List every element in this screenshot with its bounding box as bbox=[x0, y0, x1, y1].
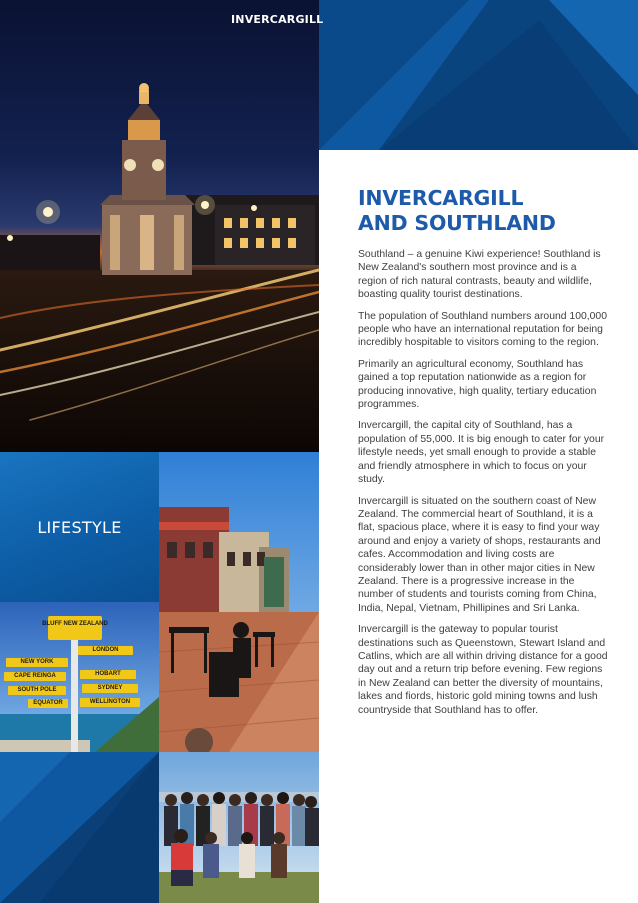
signpost-photo bbox=[0, 602, 159, 752]
article-paragraph-3: Primarily an agricultural economy, Southland has gained a top reputation nationwide as a region for producing innovative, high quality, tertiary education programmes. bbox=[358, 358, 597, 411]
lifestyle-label: LIFESTYLE bbox=[37, 518, 122, 537]
signpost-arrow: LONDON bbox=[78, 646, 133, 655]
hero-clock-tower-photo bbox=[0, 0, 319, 452]
brand-wordmark bbox=[231, 13, 638, 26]
article-title-line2: AND SOUTHLAND bbox=[358, 211, 556, 235]
street-cafe-photo bbox=[159, 452, 319, 752]
signpost-arrow: SOUTH POLE bbox=[8, 686, 66, 695]
group-photo bbox=[159, 752, 319, 903]
signpost-arrow: EQUATOR bbox=[28, 699, 68, 708]
article-paragraph-2: The population of Southland numbers around 100,000 people who have an international reputation for being incredibly hospitable to visitors coming to the region. bbox=[358, 310, 607, 349]
article-paragraph-5: Invercargill is situated on the southern coast of New Zealand. The commercial heart of Southland, it is a flat, spacious place, where it is easy to find your way around and enjoy a variety of shops, restaurants and cafes. Accommodation and living costs are considerably lower than in other major cities in New Zealand. There is a progressive increase in the number of students and tourists coming from China, India, Nepal, Vietnam, Phillipines and Sri Lanka. bbox=[358, 495, 601, 614]
brand-wordmark-text: INVERCARGILL bbox=[231, 13, 324, 26]
article-title bbox=[358, 186, 608, 236]
signpost-arrow: SYDNEY bbox=[82, 684, 138, 693]
signpost-arrows bbox=[0, 602, 159, 752]
signpost-arrow: NEW YORK bbox=[6, 658, 68, 667]
article-paragraph-1: Southland – a genuine Kiwi experience! Southland is New Zealand's southern most province and is a region of rich natural contrasts, beauty and wildlife, boasting quality tourist destinations. bbox=[358, 249, 601, 301]
article-title-line1: INVERCARGILL bbox=[358, 186, 524, 210]
signpost-arrow: HOBART bbox=[80, 670, 136, 679]
article-paragraph-6: Invercargill is the gateway to popular tourist destinations such as Queenstown, Stewart Island and Catlins, which are all within driving distance for a good day out and a return trip before evening. Few regions in New Zealand can better the diversity of mountains, lakes and fiords, historic gold mining towns and lush countryside that Southland has to offer. bbox=[358, 624, 608, 716]
signpost-arrow: WELLINGTON bbox=[80, 698, 140, 707]
signpost-arrow: CAPE REINGA bbox=[4, 672, 66, 681]
article bbox=[358, 186, 608, 725]
signpost-top-sign: BLUFF NEW ZEALAND bbox=[42, 621, 108, 627]
bottom-left-blue-tile bbox=[0, 752, 159, 903]
article-paragraph-4: Invercargill, the capital city of Southland, has a population of 55,000. It is big enough to cater for your lifestyle needs, yet small enough to provide a stable and friendly atmosphere in which to focus on your study. bbox=[358, 420, 605, 486]
